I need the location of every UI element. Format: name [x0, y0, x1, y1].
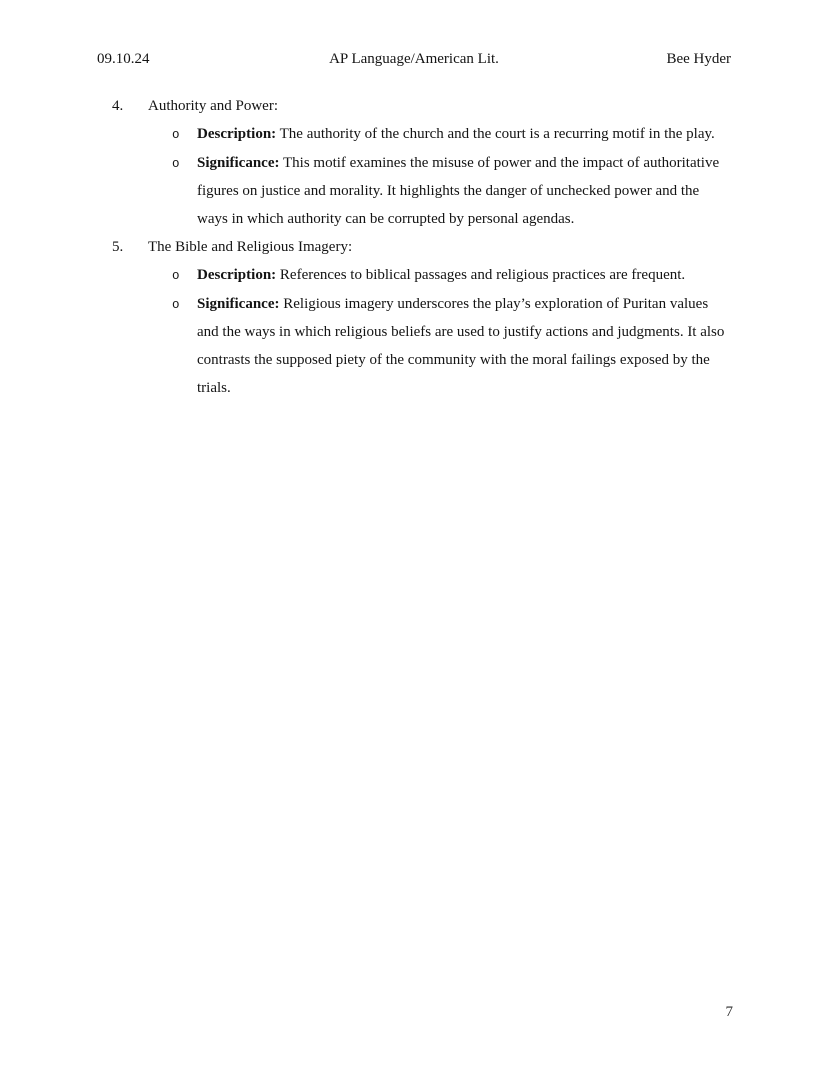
- bullet-body: References to biblical passages and religious practices are frequent.: [279, 267, 686, 283]
- list-item-number: 4.: [112, 98, 124, 114]
- bullet-body: This motif examines the misuse of power and the impact of authoritative figures on justice and morality. It highlights the danger of unchecked power and the ways in which authority can be corrupted by personal agendas.: [197, 155, 720, 227]
- circle-bullet-icon: o: [172, 298, 180, 312]
- bullet-text: [197, 290, 731, 402]
- document-body: [97, 92, 731, 402]
- bullet-label: Description:: [197, 267, 277, 283]
- list-item-title: The Bible and Religious Imagery:: [148, 239, 353, 255]
- circle-bullet-icon: o: [172, 128, 180, 142]
- bullet-label: Description:: [197, 126, 277, 142]
- list-item-heading: [112, 233, 731, 261]
- bullet-text: [197, 261, 731, 289]
- list-item: [97, 92, 731, 233]
- bullet-label: Significance:: [197, 296, 280, 312]
- bullet-body: Religious imagery underscores the play’s exploration of Puritan values and the ways in which religious beliefs are used to justify actions and judgments. It also contrasts the supposed piety of the community with the moral failings exposed by the trials.: [197, 296, 725, 396]
- bullet-label: Significance:: [197, 155, 280, 171]
- list-item: [97, 233, 731, 402]
- sub-bullet: [172, 149, 731, 233]
- sub-bullet: [172, 120, 731, 149]
- circle-bullet-icon: o: [172, 157, 180, 171]
- sub-bullet: [172, 261, 731, 290]
- list-item-number: 5.: [112, 239, 124, 255]
- bullet-text: [197, 149, 731, 233]
- list-item-heading: [112, 92, 731, 120]
- bullet-text: [197, 120, 731, 148]
- circle-bullet-icon: o: [172, 269, 180, 283]
- list-item-title: Authority and Power:: [148, 98, 278, 114]
- header-course: AP Language/American Lit.: [329, 51, 499, 67]
- bullet-body: The authority of the church and the court is a recurring motif in the play.: [279, 126, 715, 142]
- header-date: 09.10.24: [97, 51, 150, 67]
- page-number: 7: [725, 1004, 733, 1020]
- document-header: [97, 45, 731, 73]
- sub-bullet: [172, 290, 731, 402]
- header-author: Bee Hyder: [666, 51, 731, 67]
